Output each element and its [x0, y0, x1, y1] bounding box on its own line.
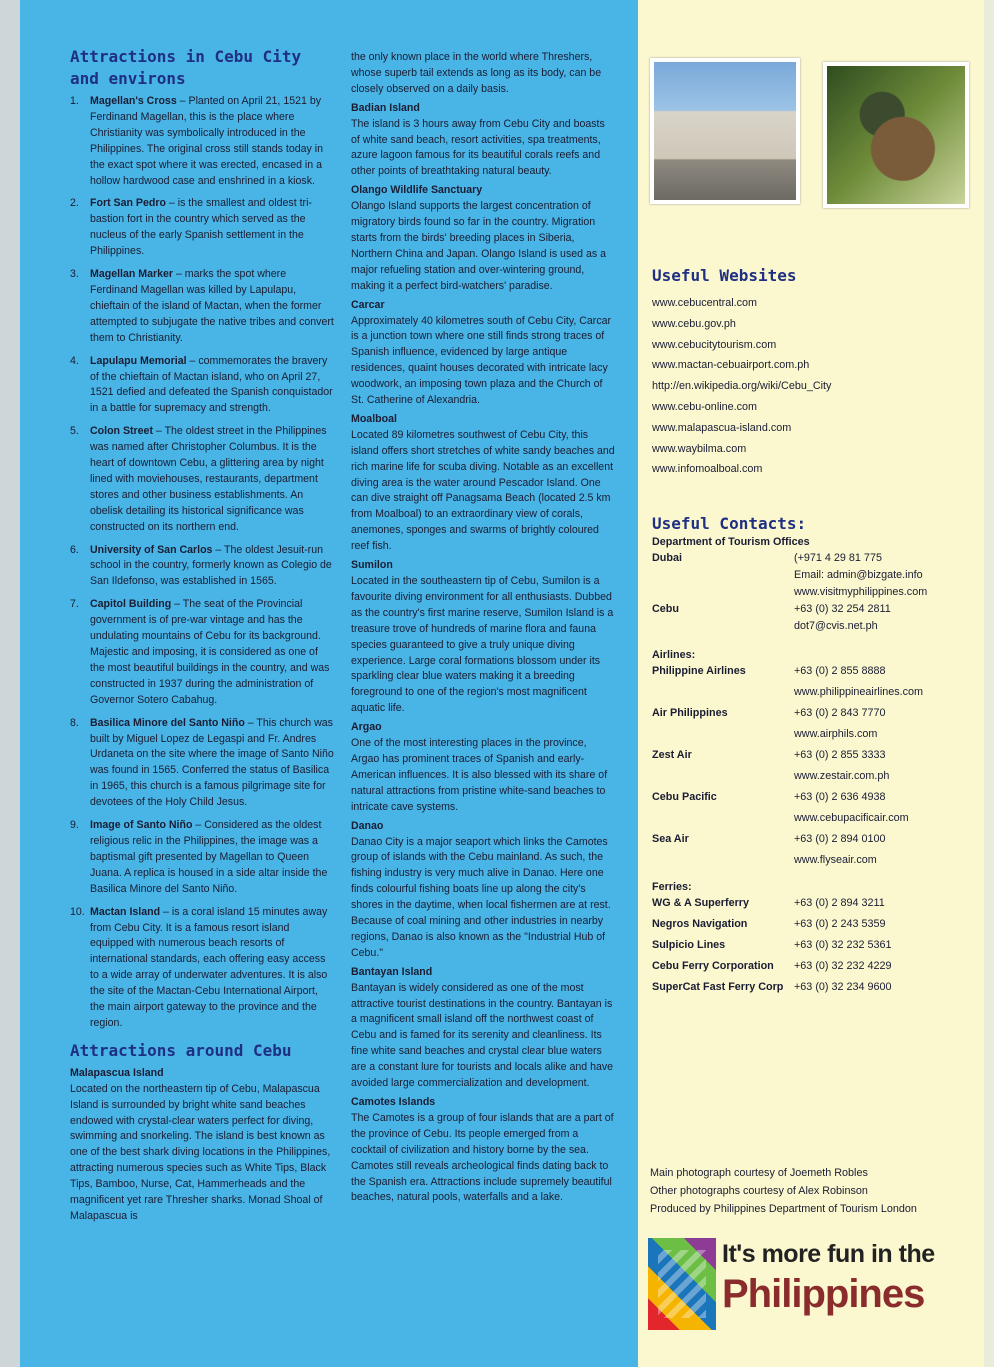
- contact-label: WG & A Superferry: [652, 897, 749, 909]
- contact-label: Cebu Ferry Corporation: [652, 960, 774, 972]
- attraction-number: 7.: [70, 598, 79, 611]
- contact-row: [652, 935, 972, 956]
- website-link: www.mactan-cebuairport.com.ph: [652, 359, 810, 372]
- contact-row: [652, 601, 972, 618]
- middle-sections: [351, 101, 616, 1207]
- malapascua-text: Located on the northeastern tip of Cebu, Malapascua Island is surrounded by bright white sand beaches endowed with crystal-clear waters perfect for diving, swimming and snorkeling. The island is best known as one of the best shark diving locations in the Philippines, attracting numerous species such as White Tips, Black Tips, Bamboo, Nurse, Cat, Hammerheads and the magnificent yet rare Thresher sharks. Monad Shoal of Malapascua is: [70, 1082, 331, 1222]
- bird-photo: [823, 62, 969, 208]
- attraction-item: [70, 424, 335, 535]
- attraction-number: 2.: [70, 197, 79, 210]
- heading-useful-contacts: Useful Contacts:: [652, 514, 807, 533]
- contact-label: Cebu: [652, 603, 679, 615]
- attraction-text: – is a coral island 15 minutes away from Cebu City. It is a famous resort island equipped with numerous beach resorts of international standards, each offering easy access to a wide array of underwater adventures. It is also the site of the Mactan-Cebu International Airport, the main airport gateway to the province and the region.: [90, 905, 328, 1029]
- section-title: Carcar: [351, 298, 385, 311]
- contact-label: Sea Air: [652, 833, 689, 845]
- attractions-list: [70, 94, 335, 1032]
- credit-line: Produced by Philippines Department of Tourism London: [650, 1203, 917, 1215]
- logo-tagline: It's more fun in the: [722, 1240, 935, 1268]
- contact-value: +63 (0) 2 243 5359: [794, 918, 886, 930]
- contact-value: +63 (0) 32 254 2811: [794, 603, 891, 615]
- contact-value: +63 (0) 2 855 3333: [794, 749, 886, 761]
- contact-row: [652, 977, 972, 998]
- heading-useful-websites: Useful Websites: [652, 266, 797, 285]
- contact-label: Air Philippines: [652, 707, 728, 719]
- logo-mark-icon: [648, 1238, 716, 1330]
- attraction-number: 4.: [70, 354, 79, 367]
- contact-value: www.cebupacificair.com: [794, 812, 909, 824]
- contact-row: [652, 703, 972, 724]
- website-link: www.waybilma.com: [652, 442, 747, 455]
- section-title: Argao: [351, 721, 382, 734]
- contact-value: +63 (0) 2 636 4938: [794, 791, 886, 803]
- ferry-rows: [652, 893, 972, 998]
- attraction-text: – commemorates the bravery of the chieftain of Mactan island, who on April 27, 1521 defied and defeated the Spanish conquistador in a battle for supremacy and strength.: [90, 354, 333, 415]
- contact-row: [652, 724, 972, 745]
- ferries-label: Ferries:: [652, 881, 692, 893]
- website-link: www.cebucentral.com: [652, 297, 758, 309]
- contact-label: SuperCat Fast Ferry Corp: [652, 981, 784, 993]
- website-link: www.cebu.gov.ph: [652, 317, 736, 330]
- contact-row: [652, 829, 972, 850]
- contact-value: +63 (0) 2 843 7770: [794, 707, 886, 719]
- website-link: www.infomoalboal.com: [652, 463, 763, 476]
- contact-value: +63 (0) 2 894 3211: [794, 897, 885, 909]
- section-text: One of the most interesting places in the province, Argao has prominent traces of Spanish and early-American influences. It is also blessed with its share of natural attractions from pristine white-sand beaches to intricate cave systems.: [351, 737, 608, 813]
- section-text: Approximately 40 kilometres south of Cebu City, Carcar is a junction town where one still finds strong traces of Spanish influence, evidenced by large antique residences, quaint houses decorated with intricate lacy woodwork, an imposing town plaza and the Church of St. Catherine of Alexandria.: [351, 314, 612, 407]
- contact-value: www.philippineairlines.com: [794, 686, 924, 698]
- contact-row: [652, 956, 972, 977]
- website-link: www.cebu-online.com: [652, 400, 758, 413]
- attraction-title: Fort San Pedro: [90, 197, 166, 210]
- contact-label: Cebu Pacific: [652, 791, 717, 803]
- websites-list: [652, 293, 972, 480]
- attraction-title: University of San Carlos: [90, 543, 213, 556]
- attraction-number: 3.: [70, 268, 79, 281]
- section-title: Camotes Islands: [351, 1096, 436, 1108]
- contact-row: [652, 584, 972, 601]
- contact-row: [652, 661, 972, 682]
- credit-line: Other photographs courtesy of Alex Robinson: [650, 1185, 868, 1197]
- contact-value: Email: admin@bizgate.info: [794, 569, 923, 581]
- attraction-text: – Planted on April 21, 1521 by Ferdinand Magellan, this is the place where Christianity was symbolically introduced in the Philippines. The original cross still stands today in the exact spot where it was erected, encased in a hollow hardwood case and enshrined in a kiosk.: [90, 95, 323, 187]
- section-text: Olango Island supports the largest concentration of migratory birds found so far in the country. Migration starts from the birds' breeding places in Siberia, Northern China and Japan. Olango Island is used as a major refueling station and over-wintering ground, making it a perfect bird-watchers' paradise.: [351, 200, 607, 292]
- contact-value: www.zestair.com.ph: [794, 770, 890, 782]
- left-column: [70, 46, 335, 1228]
- contact-label: Negros Navigation: [652, 918, 748, 930]
- attraction-text: – This church was built by Miguel Lopez de Legaspi and Fr. Andres Urdaneta on the site where the image of Santo Niño was found in 1565. Conferred the status of Basilica in 1965, this church is a famous pilgrimage site for devotees of the Holy Child Jesus.: [90, 716, 334, 809]
- photo-credits: [650, 1164, 970, 1218]
- contact-row: [652, 618, 972, 635]
- attraction-item: [70, 818, 335, 898]
- contact-label: Philippine Airlines: [652, 665, 746, 677]
- airlines-label: Airlines:: [652, 649, 696, 661]
- middle-column: [351, 50, 616, 1209]
- page-edge: [0, 0, 20, 1367]
- attraction-number: 10.: [70, 905, 85, 918]
- section-text: The Camotes is a group of four islands that are a part of the province of Cebu. Its people emerged from a cocktail of civilization and history borne by the sea. Camotes still reveals archeological finds dating back to the Spanish era. Attractions include supremely beautiful beaches, natural pools, waterfalls and a lake.: [351, 1111, 614, 1204]
- attraction-item: [70, 267, 335, 347]
- section-text: Located 89 kilometres southwest of Cebu City, this island offers short stretches of white sandy beaches and rich marine life for scuba diving. Notable as an excellent diving area is the water around Pescador Island. One can dive straight off Panagsama Beach (located 2.5 km from Moalboal) to an extraordinary view of corals, anemones, sponges and swarms of brightly coloured reef fish.: [351, 428, 615, 553]
- contact-row: [652, 914, 972, 935]
- contact-value: +63 (0) 2 894 0100: [794, 833, 886, 845]
- section-text: Danao City is a major seaport which links the Camotes group of islands with the Cebu mainland. As such, the fishing industry is very much alive in Danao. Here one finds colourful fishing boats line up along the city's shores in the daytime, when local fishermen are at rest. Because of coal mining and other industries in nearby regions, Danao is also known as the "Industrial Hub of Cebu.": [351, 835, 611, 959]
- attraction-number: 8.: [70, 716, 79, 729]
- attraction-item: [70, 716, 335, 811]
- section-text: Located in the southeastern tip of Cebu, Sumilon is a favourite diving environment for all enthusiasts. Dubbed as the country's first marine reserve, Sumilon Island is a treasure trove of hundreds of marine flora and fauna species guaranteed to give a truly unique diving experience. Large coral formations blossom under its sparkling clear blue waters making it a breeding foreground to one of the region's most magnificent aquatic life.: [351, 575, 614, 715]
- thresher-intro: the only known place in the world where Threshers, whose superb tail extends as long as its body, can be closely observed on a daily basis.: [351, 51, 602, 95]
- attraction-item: [70, 543, 335, 591]
- attraction-title: Capitol Building: [90, 598, 172, 611]
- attraction-text: – marks the spot where Ferdinand Magellan was killed by Lapulapu, chieftain of the island of Mactan, when the former attempted to subjugate the native tribes and convert them to Christianity.: [90, 268, 334, 344]
- attraction-title: Magellan's Cross: [90, 95, 177, 107]
- logo-wordmark: Philippines: [722, 1272, 925, 1316]
- contact-value: dot7@cvis.net.ph: [794, 620, 878, 632]
- contact-value: www.flyseair.com: [794, 854, 877, 866]
- attraction-text: – The oldest Jesuit-run school in the country, formerly known as Colegio de San Ildefonso, was established in 1565.: [90, 543, 332, 588]
- attraction-number: 6.: [70, 543, 79, 556]
- contact-value: +63 (0) 2 855 8888: [794, 665, 886, 677]
- website-link: http://en.wikipedia.org/wiki/Cebu_City: [652, 380, 832, 393]
- website-link: www.malapascua-island.com: [652, 421, 792, 434]
- attraction-title: Lapulapu Memorial: [90, 354, 187, 367]
- useful-contacts: [652, 513, 972, 998]
- contact-row: [652, 787, 972, 808]
- attraction-text: – The seat of the Provincial government is of pre-war vintage and has the undulating mountains of Cebu for its background. Majestic and imposing, it is considered as one of the most beautiful buildings in the country, and was constructed in 1937 during the administration of Governor Sotero Cabahug.: [90, 598, 330, 706]
- website-link: www.cebucitytourism.com: [652, 338, 777, 351]
- attraction-item: [70, 354, 335, 418]
- contact-label: Dubai: [652, 552, 682, 564]
- credit-line: Main photograph courtesy of Joemeth Robles: [650, 1167, 868, 1179]
- dept-tourism-rows: [652, 550, 972, 635]
- section-text: The island is 3 hours away from Cebu City and boasts of white sand beach, resort activities, spa treatments, azure lagoon famous for its beautiful corals reefs and other points of breathtaking natural beauty.: [351, 117, 605, 178]
- contact-row: [652, 682, 972, 703]
- contact-value: (+971 4 29 81 775: [794, 552, 882, 564]
- attraction-title: Colon Street: [90, 425, 153, 438]
- section-title: Moalboal: [351, 412, 397, 425]
- useful-websites: [652, 265, 972, 480]
- contact-label: Zest Air: [652, 749, 692, 761]
- contact-value: +63 (0) 32 234 9600: [794, 981, 892, 993]
- attraction-text: – Considered as the oldest religious relic in the Philippines, the image was a baptismal gift presented by Magellan to Queen Juana. A replica is housed in a side altar inside the Basilica Minore del Santo Niño.: [90, 819, 328, 895]
- section-title: Danao: [351, 819, 384, 832]
- attraction-number: 5.: [70, 425, 79, 438]
- contact-value: +63 (0) 32 232 4229: [794, 960, 892, 972]
- attraction-item: [70, 597, 335, 708]
- contact-value: www.visitmyphilippines.com: [794, 586, 928, 598]
- attraction-title: Magellan Marker: [90, 268, 174, 281]
- attraction-title: Basilica Minore del Santo Niño: [90, 716, 245, 729]
- heading-attractions-around-cebu: Attractions around Cebu: [70, 1040, 292, 1060]
- attraction-title: Image of Santo Niño: [90, 819, 193, 832]
- attraction-title: Mactan Island: [90, 905, 161, 918]
- attraction-number: 1.: [70, 95, 79, 107]
- page-edge-right: [984, 0, 994, 1367]
- contact-value: +63 (0) 32 232 5361: [794, 939, 892, 951]
- contact-row: [652, 766, 972, 787]
- attraction-item: [70, 905, 335, 1032]
- section-title: Badian Island: [351, 101, 420, 114]
- contact-label: Sulpicio Lines: [652, 939, 726, 951]
- attraction-item: [70, 196, 335, 260]
- contact-value: www.airphils.com: [794, 728, 878, 740]
- attraction-number: 9.: [70, 819, 79, 832]
- philippines-logo: [648, 1236, 973, 1334]
- contact-row: [652, 808, 972, 829]
- attraction-item: [70, 94, 335, 189]
- attraction-text: – The oldest street in the Philippines was named after Christopher Columbus. It is the heart of downtown Cebu, a glittering area by night lined with moviehouses, restaurants, department stores and other business establishments. An obelisk detailing its historical significance was constructed on its northern end.: [90, 425, 327, 533]
- attraction-text: – is the smallest and oldest tri-bastion fort in the country which served as the nucleus of the early Spanish settlement in the Philippines.: [90, 197, 312, 258]
- section-text: Bantayan is widely considered as one of the most attractive tourist destinations in the country. Bantayan is a magnificent small island off the northwest coast of Cebu and is famed for its serenity and cleanliness. Its fine white sand beaches and crystal clear blue waters are a constant lure for tourists and locals alike and have avoided large commercialization and development.: [351, 981, 614, 1090]
- contact-row: [652, 745, 972, 766]
- section-title: Olango Wildlife Sanctuary: [351, 184, 483, 197]
- airline-rows: [652, 661, 972, 871]
- contact-row: [652, 550, 972, 567]
- section-title: Bantayan Island: [351, 965, 433, 978]
- contact-row: [652, 893, 972, 914]
- section-title: Sumilon: [351, 559, 393, 572]
- dept-tourism-label: Department of Tourism Offices: [652, 536, 810, 548]
- church-photo: [650, 58, 800, 204]
- contact-row: [652, 850, 972, 871]
- heading-attractions-cebu-city: Attractions in Cebu City and environs: [70, 47, 302, 88]
- malapascua-title: Malapascua Island: [70, 1066, 164, 1079]
- contact-row: [652, 567, 972, 584]
